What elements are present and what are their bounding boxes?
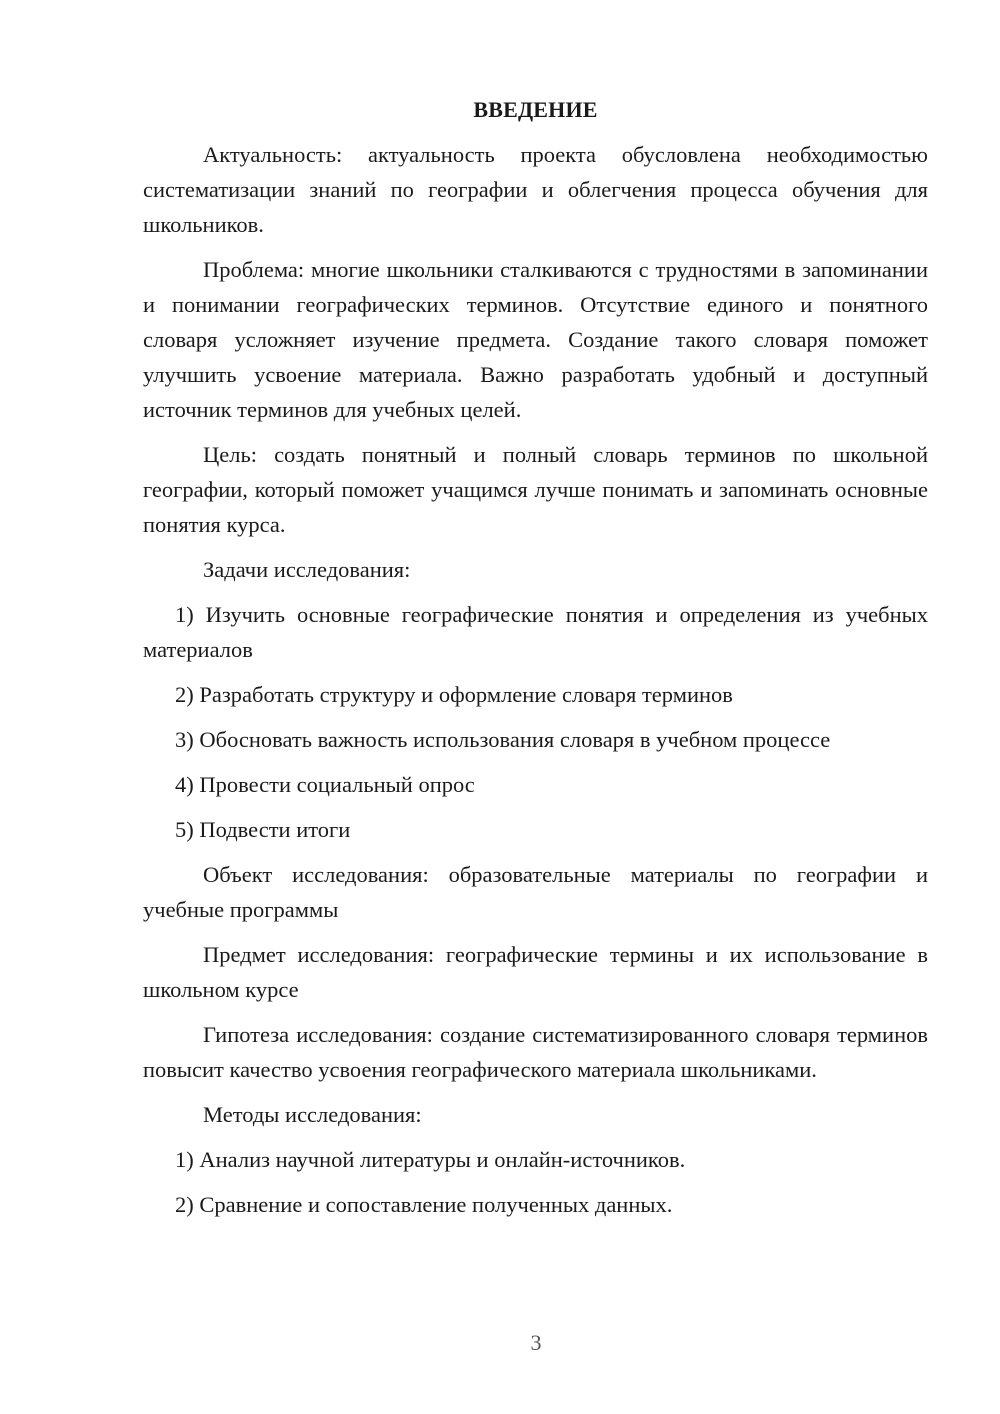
task-item: 1) Изучить основные географические понятия и определения из учебных материалов — [143, 602, 928, 662]
method-item: 2) Сравнение и сопоставление полученных данных. — [175, 1192, 673, 1217]
tasks-heading: Задачи исследования: — [203, 557, 411, 582]
section-title: ВВЕДЕНИЕ — [473, 97, 598, 122]
task-item: 2) Разработать структуру и оформление словаря терминов — [175, 682, 733, 707]
hypothesis-paragraph: Гипотеза исследования: создание систематизированного словаря терминов повысит качество усвоения географического материала школьниками. — [143, 1022, 928, 1082]
problem-paragraph: Проблема: многие школьники сталкиваются с трудностями в запоминании и понимании географических терминов. Отсутствие единого и понятного словаря усложняет изучение предмета. Создание такого словаря поможет улучшить усвоение материала. Важно разработать удобный и доступный источник терминов для учебных целей. — [143, 257, 928, 422]
method-item: 1) Анализ научной литературы и онлайн-источников. — [175, 1147, 686, 1172]
task-item: 5) Подвести итоги — [175, 817, 351, 842]
page-number: 3 — [530, 1330, 542, 1355]
task-item: 4) Провести социальный опрос — [175, 772, 475, 797]
goal-paragraph: Цель: создать понятный и полный словарь терминов по школьной географии, который поможет учащимся лучше понимать и запоминать основные понятия курса. — [143, 442, 928, 537]
subject-paragraph: Предмет исследования: географические термины и их использование в школьном курсе — [143, 942, 928, 1002]
object-paragraph: Объект исследования: образовательные материалы по географии и учебные программы — [143, 862, 928, 922]
methods-heading: Методы исследования: — [203, 1102, 422, 1127]
relevance-paragraph: Актуальность: актуальность проекта обусловлена необходимостью систематизации знаний по географии и облегчения процесса обучения для школьников. — [143, 142, 928, 237]
task-item: 3) Обосновать важность использования словаря в учебном процессе — [175, 727, 831, 752]
page-content — [143, 92, 928, 1232]
